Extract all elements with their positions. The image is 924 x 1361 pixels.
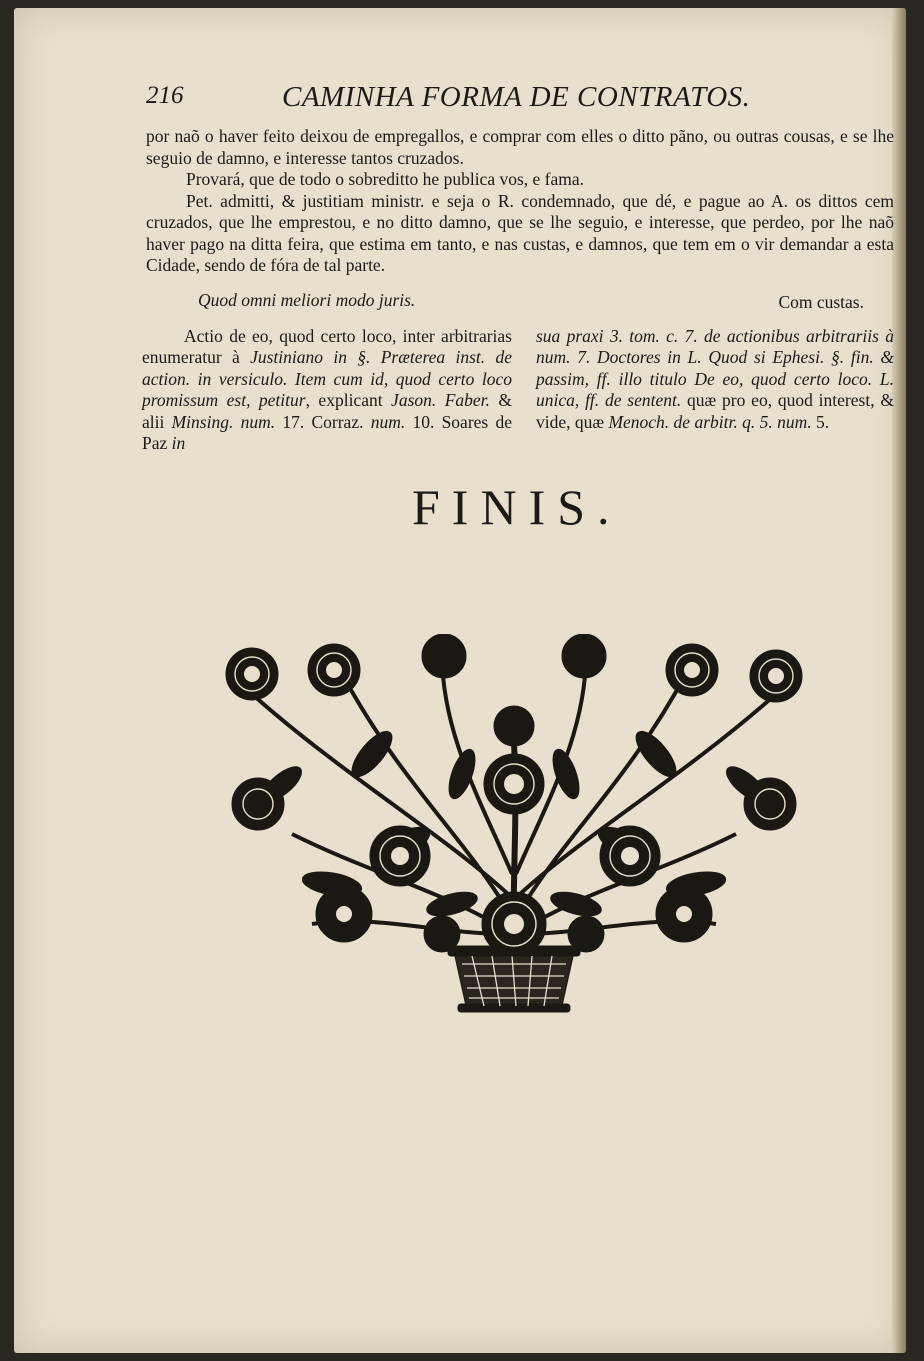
note-column-left xyxy=(142,326,512,454)
closing-formula-row xyxy=(146,290,864,314)
note-segment: Minsing. num. xyxy=(171,411,276,432)
page-gutter-shadow xyxy=(892,8,906,1353)
note-paragraph-left xyxy=(142,326,512,454)
note-segment: Justiniano in §. Præterea inst. de action. in versiculo. Item cum id, quod certo loco promissum est, petitur xyxy=(142,347,512,411)
flower-basket-ornament-icon xyxy=(222,634,806,1018)
note-segment: in xyxy=(171,433,186,454)
note-segment: 17. Corraz. xyxy=(275,411,371,432)
legal-formula: Quod omni meliori modo juris. xyxy=(198,290,416,310)
note-segment: Jason. Faber. xyxy=(391,390,490,411)
note-paragraph-right xyxy=(536,326,894,433)
page-header xyxy=(146,78,786,118)
paragraph: Provará, que de todo o sobreditto he publica vos, e fama. xyxy=(186,169,585,189)
costs-clause: Com custas. xyxy=(778,292,864,312)
book-page xyxy=(14,8,906,1353)
note-segment: num. xyxy=(370,411,406,432)
body-text xyxy=(146,126,894,277)
note-segment: & alii xyxy=(142,390,513,432)
note-segment: quæ pro eo, quod interest, & vide, quæ xyxy=(536,390,894,432)
note-column-right xyxy=(536,326,894,433)
page-number: 216 xyxy=(146,82,184,109)
note-segment: Actio de eo, quod certo loco, inter arbitrarias enumeratur à xyxy=(142,326,512,368)
note-segment: Menoch. de arbitr. q. 5. num. xyxy=(608,411,812,432)
note-segment: , explicant xyxy=(305,390,392,411)
paragraph: Pet. admitti, & justitiam ministr. e seja o R. condemnado, que dé, e pague ao A. os dittos cem cruzados, que lhe emprestou, e no ditto damno, que se lhe seguio, e interesse, que perdeo, por lhe naõ haver pago na ditta feira, que estima em tanto, e nas custas, e damnos, que tem em o vir demandar a esta Cidade, sendo de fóra de tal parte. xyxy=(146,190,894,275)
paragraph: por naõ o haver feito deixou de empregallos, e comprar com elles o ditto pãno, ou outras cousas, e se lhe seguio de damno, e interesse tantos cruzados. xyxy=(146,126,894,168)
note-segment: sua praxi 3. tom. c. 7. de actionibus arbitrariis à num. 7. Doctores in L. Quod si Ephesi. §. fin. & passim, ff. illo titulo De eo, quod certo loco. L. unica, ff. de sentent. xyxy=(536,326,894,411)
finis-heading: FINIS. xyxy=(412,479,622,535)
note-segment: 10. Soares de Paz xyxy=(142,411,512,454)
running-title: CAMINHA FORMA DE CONTRATOS. xyxy=(282,81,751,113)
note-segment: 5. xyxy=(811,411,830,432)
